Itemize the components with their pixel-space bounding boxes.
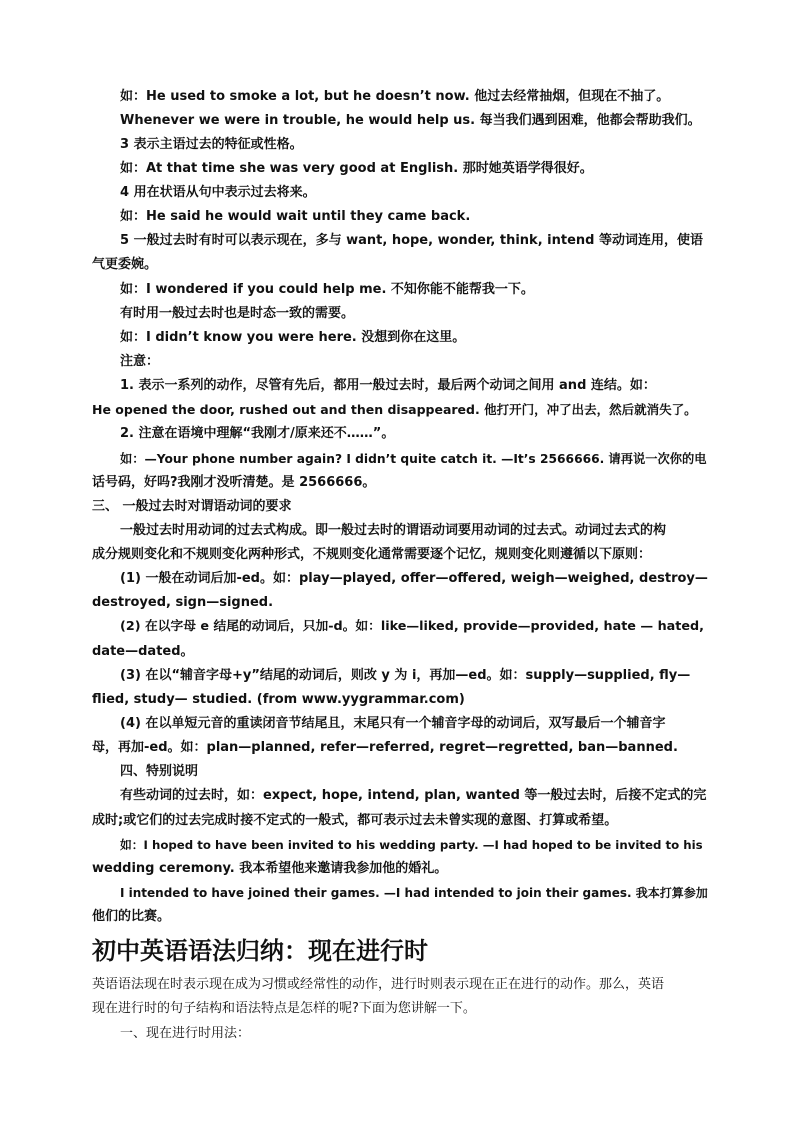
text-line: 如：He used to smoke a lot, but he doesn’t now. 他过去经常抽烟，但现在不抽了。 bbox=[120, 89, 670, 104]
intro-line: 英语语法现在时表示现在成为习惯或经常性的动作，进行时则表示现在正在进行的动作。那么，英语 bbox=[92, 977, 665, 992]
text-line: 5 一般过去时有时可以表示现在，多与 want, hope, wonder, think, intend 等动词连用，使语 bbox=[120, 233, 703, 248]
text-line: (3) 在以“辅音字母+y”结尾的动词后，则改 y 为 i，再加—ed。如：supply—supplied, fly— bbox=[120, 668, 691, 683]
text-line: (1) 一般在动词后加-ed。如：play—played, offer—offered, weigh—weighed, destroy— bbox=[120, 571, 708, 586]
text-line: 如：—Your phone number again? I didn’t quite catch it. —It’s 2566666. 请再说一次你的电 bbox=[120, 452, 707, 466]
text-line: 如：He said he would wait until they came back. bbox=[120, 209, 471, 224]
article-title: 初中英语语法归纳：现在进行时 bbox=[92, 937, 428, 965]
text-line: 3 表示主语过去的特征或性格。 bbox=[120, 137, 303, 152]
section-heading: 三、 一般过去时对谓语动词的要求 bbox=[92, 499, 292, 514]
text-line: 成时;或它们的过去完成时接不定式的一般式，都可表示过去未曾实现的意图、打算或希望。 bbox=[92, 813, 618, 828]
text-line: 有些动词的过去时，如：expect, hope, intend, plan, wanted 等一般过去时，后接不定式的完 bbox=[120, 788, 707, 803]
text-line: 如：I wondered if you could help me. 不知你能不能帮我一下。 bbox=[120, 282, 534, 297]
text-line: flied, study— studied. (from www.yygrammar.com) bbox=[92, 692, 465, 707]
text-line: wedding ceremony. 我本希望他来邀请我参加他的婚礼。 bbox=[92, 861, 448, 876]
text-line: 2. 注意在语境中理解“我刚才/原来还不……”。 bbox=[120, 426, 395, 441]
text-line: 4 用在状语从句中表示过去将来。 bbox=[120, 185, 316, 200]
text-line: Whenever we were in trouble, he would help us. 每当我们遇到困难，他都会帮助我们。 bbox=[120, 113, 701, 128]
section-heading: 一、现在进行时用法： bbox=[120, 1026, 251, 1041]
text-line: 成分规则变化和不规则变化两种形式，不规则变化通常需要逐个记忆，规则变化则遵循以下原则： bbox=[92, 547, 652, 562]
text-line: 母，再加-ed。如：plan—planned, refer—referred, regret—regretted, ban—banned. bbox=[92, 740, 678, 755]
text-line: date—dated。 bbox=[92, 644, 194, 659]
text-line: 如：I hoped to have been invited to his wedding party. —I had hoped to be invited to his bbox=[120, 838, 703, 852]
text-line: 如：At that time she was very good at English. 那时她英语学得很好。 bbox=[120, 161, 593, 176]
text-line: 话号码，好吗?我刚才没听清楚。是 2566666。 bbox=[92, 475, 376, 490]
text-line: 1. 表示一系列的动作，尽管有先后，都用一般过去时，最后两个动词之间用 and 连结。如： bbox=[120, 378, 656, 393]
text-line: 注意： bbox=[120, 354, 160, 369]
text-line: 一般过去时用动词的过去式构成。即一般过去时的谓语动词要用动词的过去式。动词过去式的构 bbox=[120, 523, 667, 538]
text-line: (2) 在以字母 e 结尾的动词后，只加-d。如：like—liked, provide—provided, hate — hated, bbox=[120, 619, 704, 634]
text-line: I intended to have joined their games. —I had intended to join their games. 我本打算参加 bbox=[120, 886, 708, 900]
intro-line: 现在进行时的句子结构和语法特点是怎样的呢?下面为您讲解一下。 bbox=[92, 1001, 476, 1016]
text-line: 他们的比赛。 bbox=[92, 909, 171, 924]
text-line: He opened the door, rushed out and then disappeared. 他打开门，冲了出去，然后就消失了。 bbox=[92, 402, 697, 417]
text-line: (4) 在以单短元音的重读闭音节结尾且，末尾只有一个辅音字母的动词后，双写最后一个辅音字 bbox=[120, 716, 666, 731]
section-heading: 四、特别说明 bbox=[120, 764, 199, 779]
text-line: 如：I didn’t know you were here. 没想到你在这里。 bbox=[120, 330, 466, 345]
text-line: destroyed, sign—signed. bbox=[92, 595, 274, 610]
text-line: 有时用一般过去时也是时态一致的需要。 bbox=[120, 306, 355, 321]
text-line: 气更委婉。 bbox=[92, 257, 158, 272]
